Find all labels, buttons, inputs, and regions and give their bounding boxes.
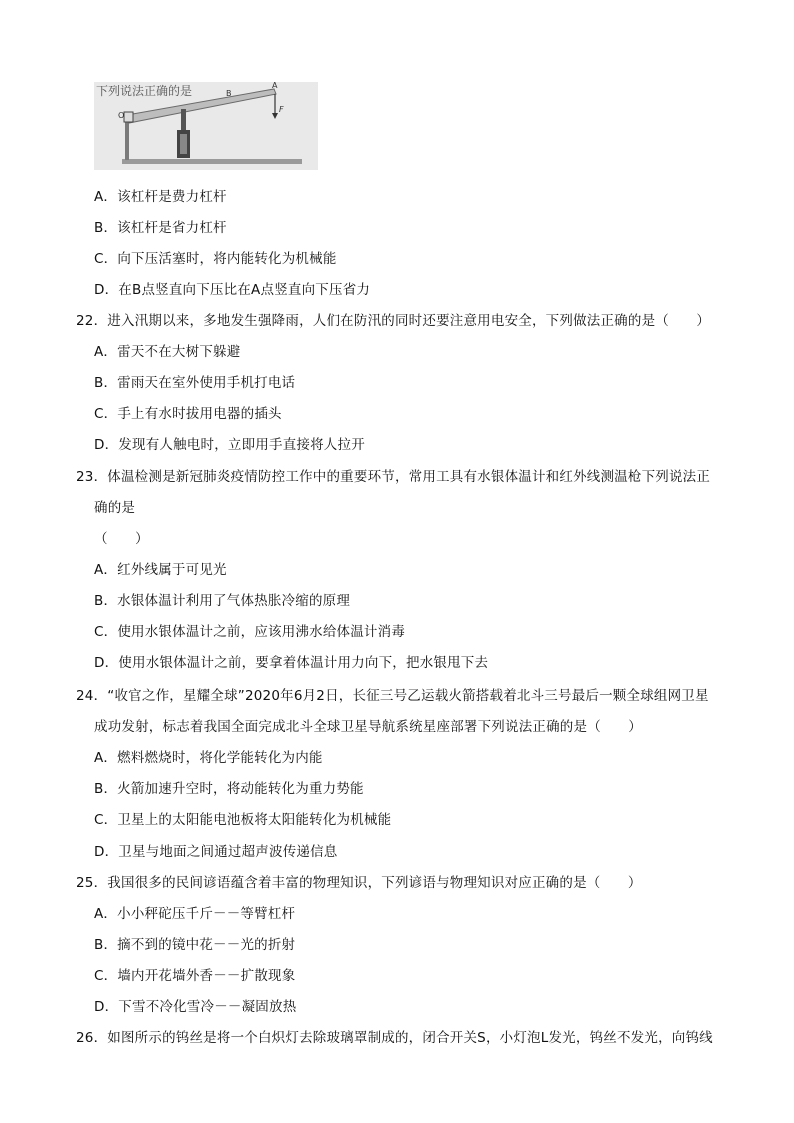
q23-option-d: D．使用水银体温计之前，要拿着体温计用力向下，把水银甩下去: [94, 655, 489, 671]
q25-option-d: D．下雪不冷化雪冷－－凝固放热: [94, 999, 297, 1015]
q21-option-b: B．该杠杆是省力杠杆: [94, 220, 227, 236]
q21-option-c: C．向下压活塞时，将内能转化为机械能: [94, 251, 337, 267]
q26-stem-line1: 26．如图所示的钨丝是将一个白炽灯去除玻璃罩制成的，闭合开关S，小灯泡L发光，钨丝不发光，向钨线: [76, 1030, 713, 1046]
lever-figure: [94, 82, 318, 170]
figure-caption: 下列说法正确的是: [96, 84, 193, 98]
label-f: F: [279, 105, 284, 114]
pivot-block: [124, 112, 133, 122]
q22-option-d: D．发现有人触电时，立即用手直接将人拉开: [94, 437, 365, 453]
force-arrow-head: [272, 113, 278, 119]
q23-option-a: A．红外线属于可见光: [94, 562, 227, 578]
q23-stem-line2: 确的是: [94, 500, 136, 516]
q25-option-a: A．小小秤砣压千斤－－等臂杠杆: [94, 906, 296, 922]
q24-option-c: C．卫星上的太阳能电池板将太阳能转化为机械能: [94, 812, 392, 828]
label-o: O: [118, 111, 125, 120]
lever-diagram: [94, 82, 318, 170]
q25-stem: 25．我国很多的民间谚语蕴含着丰富的物理知识，下列谚语与物理知识对应正确的是（ ）: [76, 875, 642, 891]
q23-option-b: B．水银体温计利用了气体热胀冷缩的原理: [94, 593, 351, 609]
label-a: A: [272, 82, 278, 90]
q22-option-c: C．手上有水时拔用电器的插头: [94, 406, 282, 422]
pivot-post: [125, 118, 129, 160]
q22-stem: 22．进入汛期以来，多地发生强降雨，人们在防汛的同时还要注意用电安全，下列做法正确的是（ ）: [76, 313, 711, 329]
q24-stem-line2: 成功发射，标志着我国全面完成北斗全球卫星导航系统星座部署下列说法正确的是（ ）: [94, 719, 642, 735]
q25-option-b: B．摘不到的镜中花－－光的折射: [94, 937, 296, 953]
q23-stem-line3: （ ）: [94, 531, 149, 547]
q21-option-d: D．在B点竖直向下压比在A点竖直向下压省力: [94, 282, 371, 298]
q22-option-b: B．雷雨天在室外使用手机打电话: [94, 375, 296, 391]
cylinder-window: [180, 134, 187, 154]
q25-option-c: C．墙内开花墙外香－－扩散现象: [94, 968, 296, 984]
base-plate: [122, 159, 302, 164]
q23-stem-line1: 23．体温检测是新冠肺炎疫情防控工作中的重要环节，常用工具有水银体温计和红外线测温枪下列说法正: [76, 469, 711, 485]
q24-option-b: B．火箭加速升空时，将动能转化为重力势能: [94, 781, 364, 797]
piston-rod: [181, 109, 186, 131]
q24-stem-line1: 24．“收官之作，星耀全球”2020年6月2日，长征三号乙运载火箭搭载着北斗三号最后一颗全球组网卫星: [76, 688, 709, 704]
q24-option-d: D．卫星与地面之间通过超声波传递信息: [94, 844, 338, 860]
q23-option-c: C．使用水银体温计之前，应该用沸水给体温计消毒: [94, 624, 406, 640]
q24-option-a: A．燃料燃烧时，将化学能转化为内能: [94, 750, 323, 766]
q22-option-a: A．雷天不在大树下躲避: [94, 344, 241, 360]
label-b: B: [226, 89, 232, 98]
q21-option-a: A．该杠杆是费力杠杆: [94, 189, 227, 205]
